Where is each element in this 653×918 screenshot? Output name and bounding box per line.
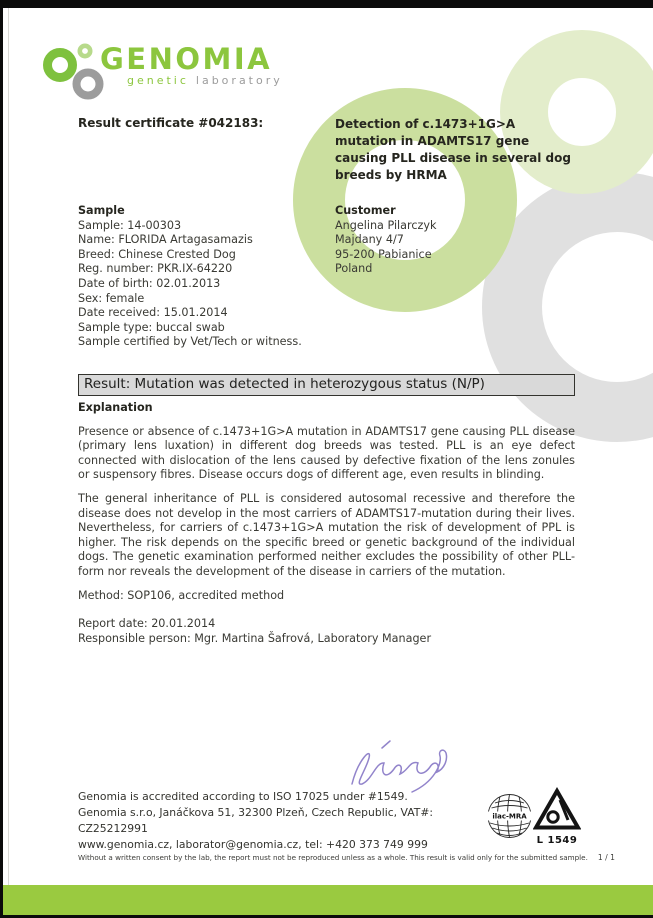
customer-line: 95-200 Pabianice [335,247,432,261]
responsible-person-line: Responsible person: Mgr. Martina Šafrová, Laboratory Manager [78,631,432,645]
explanation-paragraph-2: The general inheritance of PLL is considered autosomal recessive and therefore the disease does not develop in the most carriers of ADAMTS17-mutation during their lives. Nevertheless, for carriers of c.1473+1G>A mutation the risk of development of PPL is higher. The risk depends on the specific breed or genetic background of the individual dogs. The genetic examination performed neither excludes the possibility of other PLL-form nor reveals the development of the disease in carriers of the mutation. [78,491,575,578]
cia-accreditation-mark [531,787,583,846]
cia-number-label: L 1549 [536,835,578,846]
page-number: 1 / 1 [597,853,615,862]
sample-line: Breed: Chinese Crested Dog [78,247,236,261]
footer-info [78,789,488,853]
logo-tagline-genetic: genetic [127,74,189,87]
explanation-heading: Explanation [78,401,153,414]
customer-line: Poland [335,262,373,276]
signature-image [338,738,453,796]
sample-heading: Sample [78,204,125,217]
explanation-paragraph-1: Presence or absence of c.1473+1G>A mutation in ADAMTS17 gene causing PLL disease (primary lens luxation) in different dog breeds was tested. PLL is an eye defect connected with dislocation of the lens caused by defective fixation of the lens zonules or suspensory fibres. Disease occurs dogs of different age, even results in blinding. [78,424,575,482]
scan-edge-left [0,0,3,918]
sample-line: Sample: 14-00303 [78,218,182,232]
certificate-number-label: Result certificate #042183: [78,116,264,130]
footer-address-line: Genomia s.r.o, Janáčkova 51, 32300 Plzeň, Czech Republic, VAT#: CZ25212991 [78,806,434,835]
sample-line: Date of birth: 02.01.2013 [78,276,221,290]
customer-heading: Customer [335,204,396,217]
sample-line: Sex: female [78,291,145,305]
customer-line: Angelina Pilarczyk [335,218,437,232]
ilac-mra-label: ilac-MRA [492,812,527,821]
disclaimer-row [78,853,615,862]
method-line: Method: SOP106, accredited method [78,588,285,602]
logo-tagline [127,74,283,87]
customer-line: Majdany 4/7 [335,233,404,247]
customer-section [335,204,545,277]
genomia-logo-icon [40,40,106,102]
sample-section [78,204,333,350]
logo-wordmark: GENOMIA [100,42,273,76]
result-box: Result: Mutation was detected in heterozygous status (N/P) [78,374,575,396]
sample-line: Sample certified by Vet/Tech or witness. [78,335,302,349]
ilac-mra-mark-icon [486,792,533,841]
footer-contact-line: www.genomia.cz, laborator@genomia.cz, tel: +420 373 749 999 [78,838,428,851]
logo-tagline-laboratory: laboratory [195,74,283,87]
sample-line: Name: FLORIDA Artagasamazis [78,233,253,247]
report-date-line: Report date: 20.01.2014 [78,617,216,631]
footer-accreditation-line: Genomia is accredited according to ISO 17025 under #1549. [78,790,408,803]
cia-triangle-icon [533,787,581,831]
test-title: Detection of c.1473+1G>A mutation in ADAMTS17 gene causing PLL disease in several dog breeds by HRMA [335,117,571,182]
footer-green-bar [0,885,653,915]
scan-edge-top [0,0,653,8]
sample-line: Date received: 15.01.2014 [78,306,228,320]
sample-line: Reg. number: PKR.IX-64220 [78,262,233,276]
disclaimer-text: Without a written consent by the lab, the report must not be reproduced unless as a whole. This result is valid only for the submitted sample. [78,853,588,862]
sample-line: Sample type: buccal swab [78,320,225,334]
explanation-section [78,401,575,646]
